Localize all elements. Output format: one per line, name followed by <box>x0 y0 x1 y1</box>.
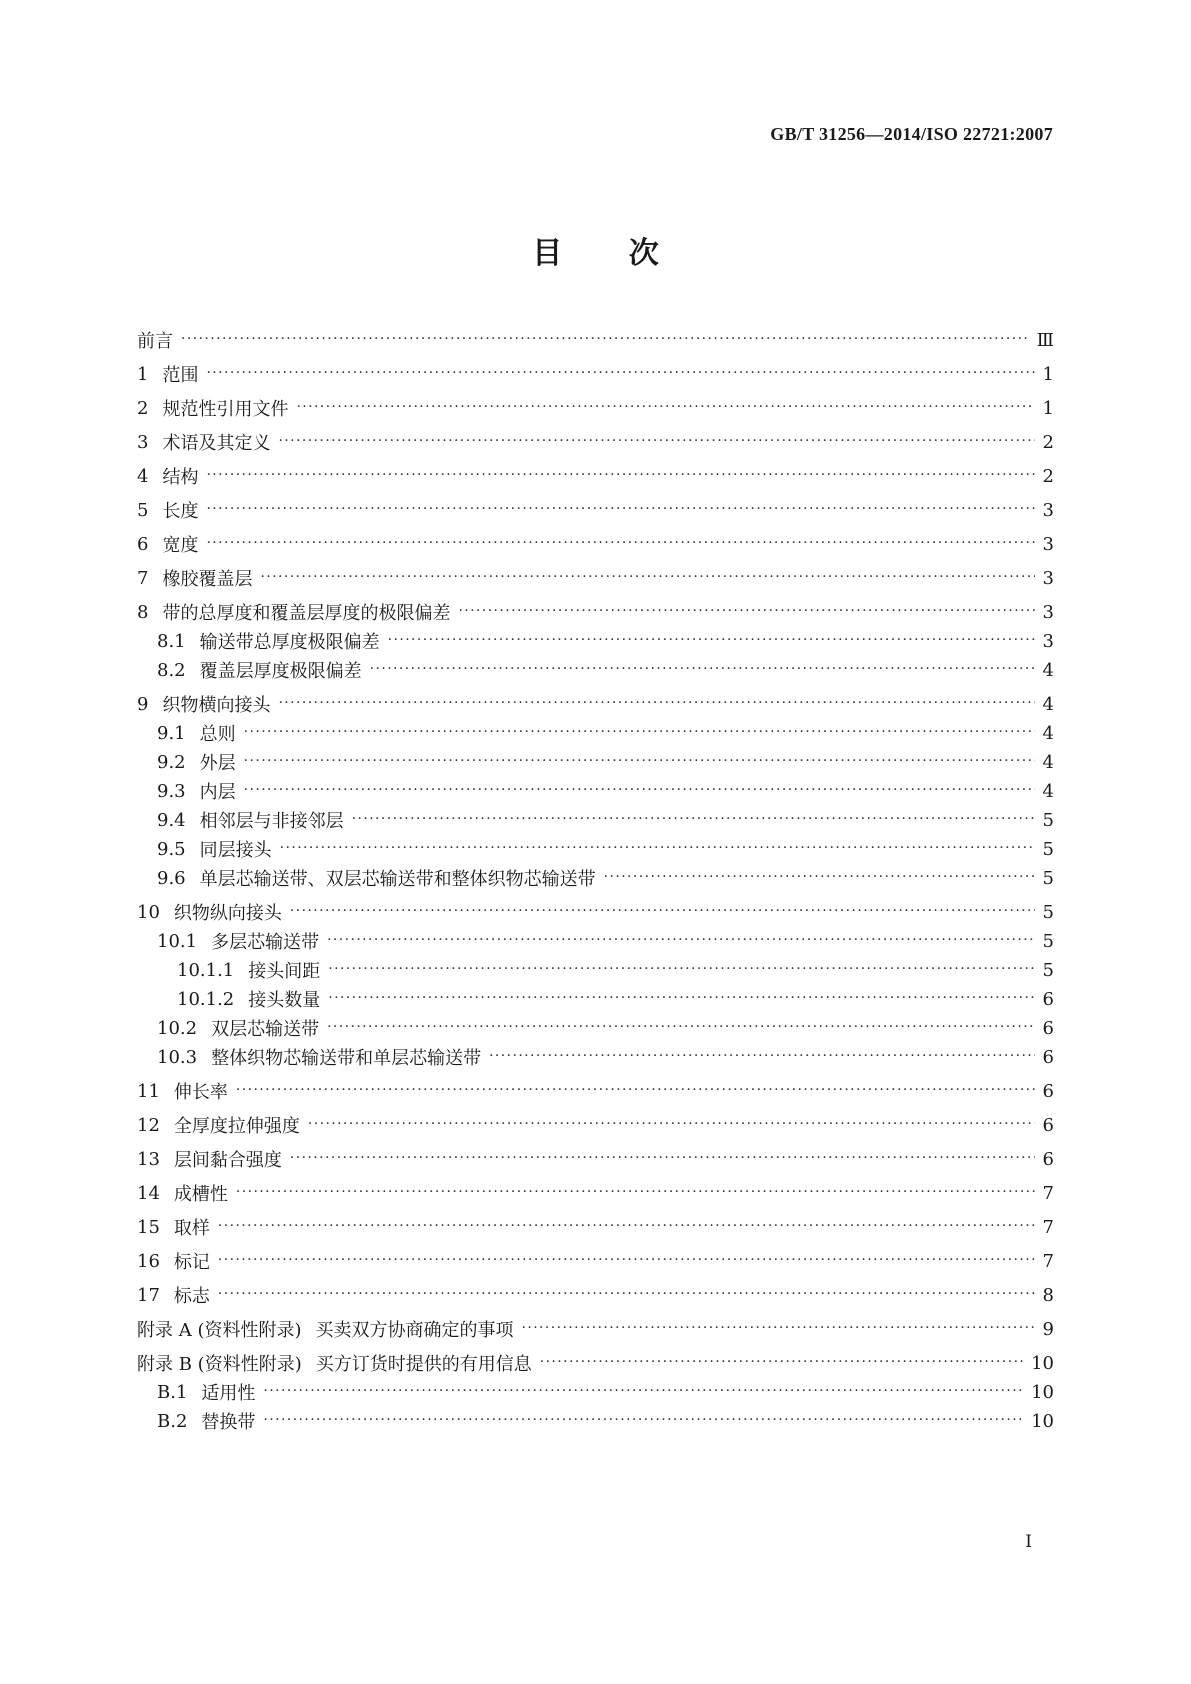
toc-page-number: 4 <box>1042 722 1054 744</box>
toc-page-number: 5 <box>1042 867 1054 889</box>
toc-leader-dots <box>327 926 1034 956</box>
toc-number: 5 <box>137 499 149 521</box>
toc-number: 附录 B (资料性附录) <box>137 1354 302 1375</box>
toc-entry[interactable] <box>137 776 1054 806</box>
toc-leader-dots <box>206 461 1034 491</box>
toc-number: 9.1 <box>157 722 186 744</box>
toc-page-number: 1 <box>1042 397 1054 419</box>
toc-page-number: 6 <box>1042 1046 1054 1068</box>
toc-number: 9.2 <box>157 751 186 773</box>
toc-page-number: 6 <box>1042 988 1054 1010</box>
toc-title: 术语及其定义 <box>162 433 271 454</box>
toc-entry[interactable] <box>137 655 1054 685</box>
toc-page-number: 6 <box>1042 1114 1054 1136</box>
toc-number: 10.1.1 <box>177 959 235 981</box>
toc-page-number: 6 <box>1042 1017 1054 1039</box>
toc-leader-dots <box>370 655 1035 685</box>
toc-title: 外层 <box>199 753 236 774</box>
toc-title: 接头数量 <box>248 990 321 1011</box>
toc-entry[interactable] <box>137 529 1054 559</box>
toc-title: 织物纵向接头 <box>173 903 282 924</box>
toc-leader-dots <box>280 834 1035 864</box>
toc-page-number: 10 <box>1031 1381 1054 1403</box>
toc-entry[interactable] <box>137 1280 1054 1310</box>
toc-number: 12 <box>137 1114 160 1136</box>
toc-number: 8 <box>137 601 149 623</box>
toc-title: 宽度 <box>162 535 199 556</box>
toc-leader-dots <box>522 1314 1035 1344</box>
toc-number: 9.3 <box>157 780 186 802</box>
toc-entry[interactable] <box>137 427 1054 457</box>
toc-page-number: 3 <box>1042 533 1054 555</box>
toc-page-number: 7 <box>1042 1250 1054 1272</box>
toc-page-number: 5 <box>1042 930 1054 952</box>
toc-number: 11 <box>137 1080 160 1102</box>
toc-title: 适用性 <box>201 1383 256 1404</box>
toc-entry[interactable] <box>137 984 1054 1014</box>
toc-page-number: 10 <box>1031 1410 1054 1432</box>
toc-title: 成槽性 <box>173 1184 228 1205</box>
toc-number: 10.2 <box>157 1017 198 1039</box>
toc-entry[interactable] <box>137 1076 1054 1106</box>
toc-title: 取样 <box>173 1218 210 1239</box>
toc-number: 14 <box>137 1182 160 1204</box>
toc-number: B.1 <box>157 1381 188 1403</box>
toc-page-number: 5 <box>1042 809 1054 831</box>
toc-title: 标志 <box>173 1286 210 1307</box>
toc-page-number: 2 <box>1042 431 1054 453</box>
toc-entry[interactable] <box>137 834 1054 864</box>
toc-title: 范围 <box>162 365 199 386</box>
toc-page-number: 3 <box>1042 567 1054 589</box>
document-code: GB/T 31256—2014/ISO 22721:2007 <box>770 124 1053 144</box>
toc-entry[interactable] <box>137 955 1054 985</box>
toc-entry[interactable] <box>137 597 1054 627</box>
toc-entry[interactable] <box>137 1314 1054 1344</box>
toc-leader-dots <box>206 359 1034 389</box>
toc-leader-dots <box>290 897 1035 927</box>
toc-leader-dots <box>489 1042 1034 1072</box>
toc-leader-dots <box>296 393 1034 423</box>
toc-number: 附录 A (资料性附录) <box>137 1320 302 1341</box>
toc-title: 结构 <box>162 467 199 488</box>
toc-title: 内层 <box>199 782 236 803</box>
toc-page-number: 4 <box>1042 659 1054 681</box>
toc-entry[interactable] <box>137 1377 1054 1407</box>
toc-number: 8.1 <box>157 630 186 652</box>
toc-page-number: 4 <box>1042 780 1054 802</box>
page-title <box>0 228 1191 272</box>
toc-leader-dots <box>218 1246 1035 1276</box>
toc-page-number: 3 <box>1042 499 1054 521</box>
toc-number: 9.5 <box>157 838 186 860</box>
toc-title: 输送带总厚度极限偏差 <box>199 632 380 653</box>
toc-number: 7 <box>137 567 149 589</box>
toc-title: 长度 <box>162 501 199 522</box>
toc-page-number: 5 <box>1042 959 1054 981</box>
toc-leader-dots <box>308 1110 1035 1140</box>
toc-entry[interactable] <box>137 863 1054 893</box>
toc-number: 15 <box>137 1216 160 1238</box>
toc-title: 覆盖层厚度极限偏差 <box>199 661 362 682</box>
toc-title: 标记 <box>173 1252 210 1273</box>
toc-title: 买卖双方协商确定的事项 <box>315 1320 514 1341</box>
toc-entry[interactable] <box>137 393 1054 423</box>
toc-entry[interactable] <box>137 1110 1054 1140</box>
toc-page-number: 4 <box>1042 693 1054 715</box>
toc-leader-dots <box>327 1013 1034 1043</box>
toc-leader-dots <box>206 495 1034 525</box>
toc-leader-dots <box>278 689 1034 719</box>
toc-entry[interactable] <box>137 1406 1054 1436</box>
toc-number: B.2 <box>157 1410 188 1432</box>
toc-page-number: 7 <box>1042 1216 1054 1238</box>
toc-leader-dots <box>236 1076 1035 1106</box>
toc-title: 层间黏合强度 <box>173 1150 282 1171</box>
toc-page-number: Ⅲ <box>1036 329 1054 351</box>
toc-number: 8.2 <box>157 659 186 681</box>
toc-leader-dots <box>328 955 1034 985</box>
toc-title: 全厚度拉伸强度 <box>173 1116 300 1137</box>
toc-page-number: 6 <box>1042 1148 1054 1170</box>
toc-number: 10.3 <box>157 1046 198 1068</box>
toc-title: 总则 <box>199 724 236 745</box>
toc-page-number: 1 <box>1042 363 1054 385</box>
toc-leader-dots <box>236 1178 1035 1208</box>
toc-leader-dots <box>218 1212 1035 1242</box>
toc-leader-dots <box>278 427 1034 457</box>
toc-entry[interactable] <box>137 563 1054 593</box>
page-number: I <box>1025 1532 1032 1552</box>
toc-number: 4 <box>137 465 149 487</box>
toc-page-number: 6 <box>1042 1080 1054 1102</box>
toc-page-number: 9 <box>1042 1318 1054 1340</box>
toc-number: 13 <box>137 1148 160 1170</box>
toc-title: 织物横向接头 <box>162 695 271 716</box>
toc-number: 17 <box>137 1284 160 1306</box>
toc-title: 接头间距 <box>248 961 321 982</box>
toc-entry[interactable] <box>137 1212 1054 1242</box>
title-char-2: 次 <box>628 236 659 271</box>
toc-entry[interactable] <box>137 1013 1054 1043</box>
toc-number: 9 <box>137 693 149 715</box>
toc-leader-dots <box>263 1406 1023 1436</box>
toc-leader-dots <box>263 1377 1023 1407</box>
toc-leader-dots <box>206 529 1034 559</box>
toc-number: 2 <box>137 397 149 419</box>
toc-leader-dots <box>352 805 1035 835</box>
toc-page-number: 8 <box>1042 1284 1054 1306</box>
toc-entry[interactable] <box>137 689 1054 719</box>
toc-entry[interactable] <box>137 1178 1054 1208</box>
toc-leader-dots <box>260 563 1034 593</box>
toc-entry[interactable] <box>137 1246 1054 1276</box>
toc-leader-dots <box>244 776 1035 806</box>
toc-page-number: 4 <box>1042 751 1054 773</box>
toc-number: 3 <box>137 431 149 453</box>
toc-title: 带的总厚度和覆盖层厚度的极限偏差 <box>162 603 451 624</box>
toc-entry[interactable] <box>137 1144 1054 1174</box>
toc-title: 伸长率 <box>173 1082 228 1103</box>
toc-title: 单层芯输送带、双层芯输送带和整体织物芯输送带 <box>199 869 596 890</box>
toc-leader-dots <box>328 984 1034 1014</box>
toc-leader-dots <box>244 747 1035 777</box>
toc-page-number: 3 <box>1042 630 1054 652</box>
toc-entry[interactable] <box>137 495 1054 525</box>
toc-leader-dots <box>604 863 1035 893</box>
toc-number: 16 <box>137 1250 160 1272</box>
title-char-1: 目 <box>532 236 563 271</box>
toc-leader-dots <box>244 718 1035 748</box>
toc-page-number: 5 <box>1042 901 1054 923</box>
toc-leader-dots <box>218 1280 1035 1310</box>
toc-number: 6 <box>137 533 149 555</box>
toc-page-number: 10 <box>1031 1352 1054 1374</box>
toc-entry[interactable] <box>137 897 1054 927</box>
toc-leader-dots <box>388 626 1035 656</box>
toc-number: 1 <box>137 363 149 385</box>
toc-entry[interactable] <box>137 626 1054 656</box>
toc-entry[interactable] <box>137 461 1054 491</box>
toc-title: 多层芯输送带 <box>211 932 320 953</box>
toc-title: 前言 <box>137 331 173 352</box>
toc-title: 同层接头 <box>199 840 272 861</box>
toc-entry[interactable] <box>137 325 1054 355</box>
toc-page-number: 7 <box>1042 1182 1054 1204</box>
toc-page-number: 2 <box>1042 465 1054 487</box>
toc-number: 10.1 <box>157 930 198 952</box>
toc-title: 橡胶覆盖层 <box>162 569 253 590</box>
toc-entry[interactable] <box>137 805 1054 835</box>
toc-entry[interactable] <box>137 1348 1054 1378</box>
toc-leader-dots <box>540 1348 1023 1378</box>
toc-number: 9.6 <box>157 867 186 889</box>
toc-leader-dots <box>458 597 1034 627</box>
toc-entry[interactable] <box>137 926 1054 956</box>
toc-title: 替换带 <box>201 1412 256 1433</box>
toc-title: 双层芯输送带 <box>211 1019 320 1040</box>
toc-title: 相邻层与非接邻层 <box>199 811 344 832</box>
toc-entry[interactable] <box>137 359 1054 389</box>
toc-leader-dots <box>181 325 1029 355</box>
toc-page-number: 5 <box>1042 838 1054 860</box>
toc-page-number: 3 <box>1042 601 1054 623</box>
toc-entry[interactable] <box>137 747 1054 777</box>
toc-title: 买方订货时提供的有用信息 <box>315 1354 532 1375</box>
toc-number: 10.1.2 <box>177 988 235 1010</box>
toc-leader-dots <box>290 1144 1035 1174</box>
toc-number: 9.4 <box>157 809 186 831</box>
toc-number: 10 <box>137 901 160 923</box>
toc-entry[interactable] <box>137 1042 1054 1072</box>
toc-title: 整体织物芯输送带和单层芯输送带 <box>211 1048 482 1069</box>
toc-title: 规范性引用文件 <box>162 399 289 420</box>
toc-entry[interactable] <box>137 718 1054 748</box>
